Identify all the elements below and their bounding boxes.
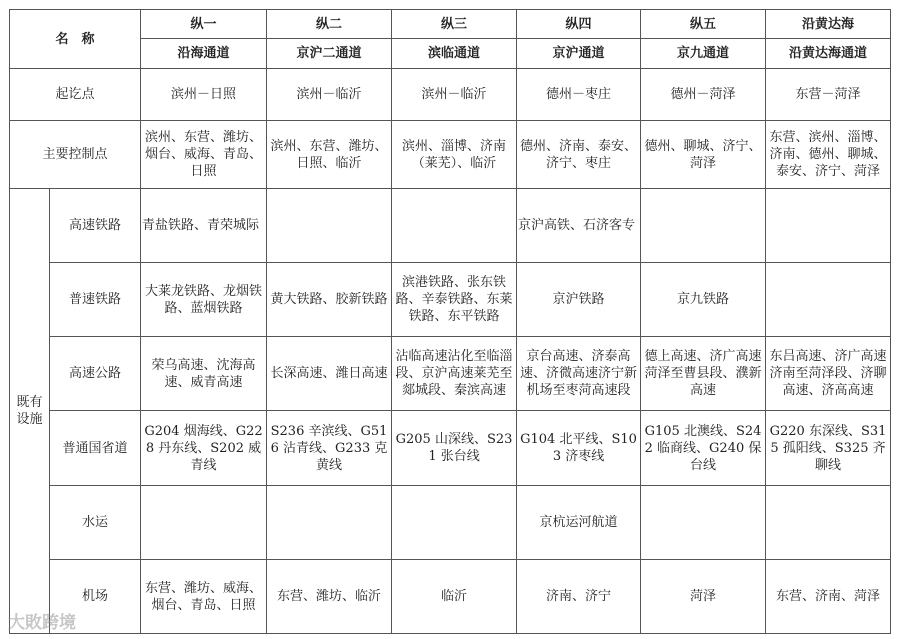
water-cell [766,486,891,560]
airport-cell: 东营、潍坊、威海、烟台、青岛、日照 [141,560,267,634]
water-cell [141,486,267,560]
hsr-cell [641,189,766,263]
endpoint-cell: 德州－菏泽 [641,69,766,121]
water-cell: 京杭运河航道 [517,486,641,560]
row-label-control-points: 主要控制点 [10,121,141,189]
control-point-cell: 滨州、东营、潍坊、日照、临沂 [267,121,392,189]
expressway-cell: 京台高速、济泰高速、济微高速济宁新机场至枣菏高速段 [517,337,641,411]
row-label-highway: 普通国省道 [50,411,141,486]
route-name-3: 滨临通道 [392,39,517,69]
col-header-1: 纵一 [141,10,267,39]
control-point-cell: 滨州、淄博、济南（莱芜）、临沂 [392,121,517,189]
water-cell [641,486,766,560]
hsr-cell [392,189,517,263]
row-label-airport: 机场 [50,560,141,634]
header-row-names [10,39,891,69]
existing-row-water [10,486,891,560]
header-row-columns [10,10,891,39]
row-label-hsr: 高速铁路 [50,189,141,263]
expressway-cell: 荣乌高速、沈海高速、威青高速 [141,337,267,411]
existing-row-hsr [10,189,891,263]
watermark: 大敗跨境 [8,613,76,633]
row-label-water: 水运 [50,486,141,560]
control-point-cell: 德州、济南、泰安、济宁、枣庄 [517,121,641,189]
control-points-row [10,121,891,189]
rail-cell: 大莱龙铁路、龙烟铁路、蓝烟铁路 [141,263,267,337]
rail-cell: 京九铁路 [641,263,766,337]
airport-cell: 东营、潍坊、临沂 [267,560,392,634]
existing-facilities-label: 既有设施 [10,189,50,634]
highway-cell: G104 北平线、S103 济枣线 [517,411,641,486]
col-header-3: 纵三 [392,10,517,39]
expressway-cell: 东吕高速、济广高速济南至菏泽段、济聊高速、济高高速 [766,337,891,411]
endpoint-cell: 滨州－临沂 [267,69,392,121]
hsr-cell: 京沪高铁、石济客专 [517,189,641,263]
expressway-cell: 沾临高速沾化至临淄段、京沪高速莱芜至郯城段、秦滨高速 [392,337,517,411]
highway-cell: G204 烟海线、G228 丹东线、S202 威青线 [141,411,267,486]
route-name-2: 京沪二通道 [267,39,392,69]
existing-row-expressway [10,337,891,411]
col-header-6: 沿黄达海 [766,10,891,39]
rail-cell: 滨港铁路、张东铁路、辛泰铁路、东莱铁路、东平铁路 [392,263,517,337]
row-label-endpoints: 起讫点 [10,69,141,121]
existing-row-airport [10,560,891,634]
airport-cell: 济南、济宁 [517,560,641,634]
existing-row-rail [10,263,891,337]
name-header: 名 称 [10,10,141,69]
col-header-4: 纵四 [517,10,641,39]
rail-cell: 黄大铁路、胶新铁路 [267,263,392,337]
endpoint-cell: 东营－菏泽 [766,69,891,121]
endpoints-row [10,69,891,121]
water-cell [392,486,517,560]
route-name-6: 沿黄达海通道 [766,39,891,69]
highway-cell: G205 山深线、S231 张台线 [392,411,517,486]
hsr-cell: 青盐铁路、青荣城际 [141,189,267,263]
highway-cell: S236 辛滨线、G516 沾青线、G233 克黄线 [267,411,392,486]
hsr-cell [766,189,891,263]
col-header-5: 纵五 [641,10,766,39]
airport-cell: 东营、济南、菏泽 [766,560,891,634]
highway-cell: G220 东深线、S315 孤阳线、S325 齐聊线 [766,411,891,486]
expressway-cell: 长深高速、潍日高速 [267,337,392,411]
route-name-5: 京九通道 [641,39,766,69]
route-name-4: 京沪通道 [517,39,641,69]
airport-cell: 菏泽 [641,560,766,634]
endpoint-cell: 德州－枣庄 [517,69,641,121]
control-point-cell: 东营、滨州、淄博、济南、德州、聊城、泰安、济宁、菏泽 [766,121,891,189]
rail-cell [766,263,891,337]
highway-cell: G105 北澳线、S242 临商线、G240 保台线 [641,411,766,486]
hsr-cell [267,189,392,263]
airport-cell: 临沂 [392,560,517,634]
endpoint-cell: 滨州－日照 [141,69,267,121]
control-point-cell: 德州、聊城、济宁、菏泽 [641,121,766,189]
row-label-expressway: 高速公路 [50,337,141,411]
expressway-cell: 德上高速、济广高速菏泽至曹县段、濮新高速 [641,337,766,411]
control-point-cell: 滨州、东营、潍坊、烟台、威海、青岛、日照 [141,121,267,189]
row-label-rail: 普速铁路 [50,263,141,337]
water-cell [267,486,392,560]
endpoint-cell: 滨州－临沂 [392,69,517,121]
col-header-2: 纵二 [267,10,392,39]
route-name-1: 沿海通道 [141,39,267,69]
rail-cell: 京沪铁路 [517,263,641,337]
corridor-table [9,9,891,634]
existing-row-highway [10,411,891,486]
